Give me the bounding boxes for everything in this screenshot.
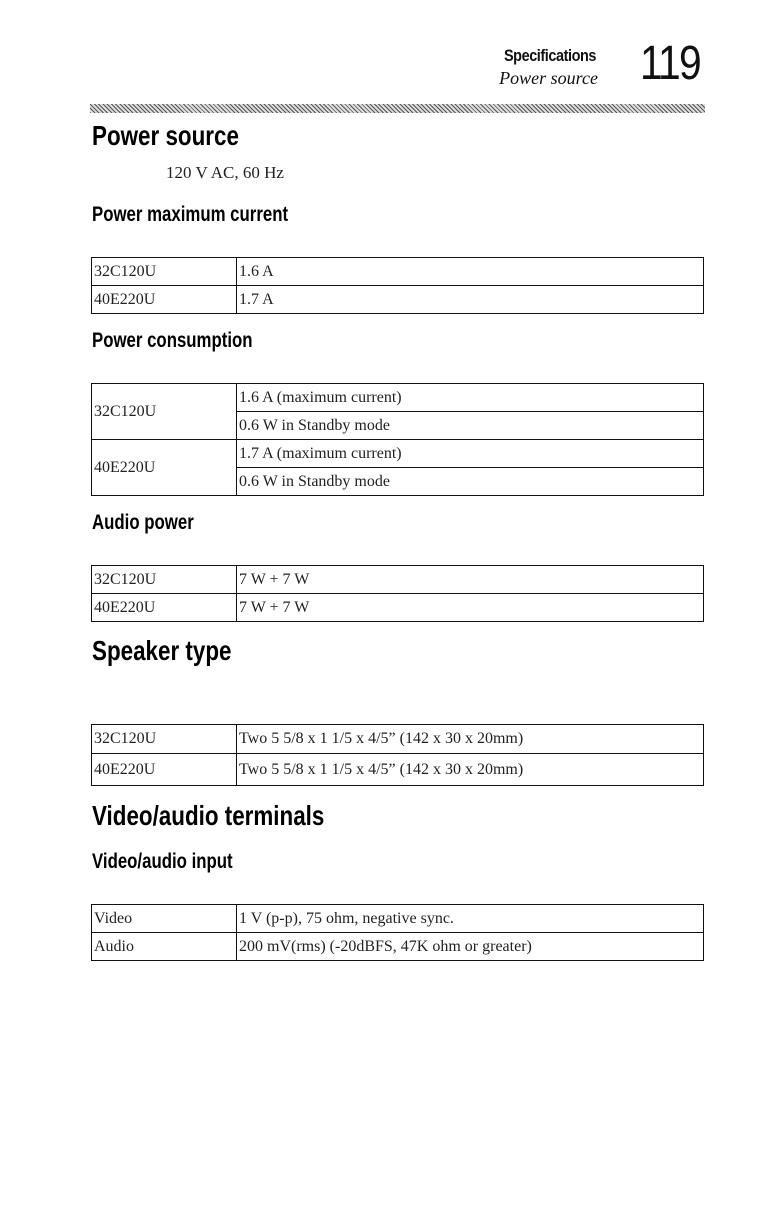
model-cell: 40E220U xyxy=(92,286,237,314)
table-row xyxy=(92,725,704,754)
value-cell: Two 5 5/8 x 1 1/5 x 4/5” (142 x 30 x 20mm) xyxy=(237,754,704,786)
table-row xyxy=(92,933,704,961)
speaker-type-table xyxy=(91,724,704,786)
video-audio-input-table xyxy=(91,904,704,961)
section-heading-power-source: Power source xyxy=(92,120,239,151)
model-cell: 40E220U xyxy=(92,594,237,622)
subsection-heading-video-audio-input: Video/audio input xyxy=(92,850,233,873)
table-row xyxy=(92,566,704,594)
model-cell: 40E220U xyxy=(92,440,237,496)
value-cell: 1.7 A xyxy=(237,286,704,314)
model-cell: 32C120U xyxy=(92,725,237,754)
value-cell: 0.6 W in Standby mode xyxy=(237,468,704,496)
model-cell: 40E220U xyxy=(92,754,237,786)
table-row xyxy=(92,258,704,286)
power-maximum-current-table xyxy=(91,257,704,314)
power-source-value: 120 V AC, 60 Hz xyxy=(166,163,284,182)
model-cell: 32C120U xyxy=(92,384,237,440)
audio-power-table xyxy=(91,565,704,622)
running-header-section: Power source xyxy=(499,68,598,88)
table-row xyxy=(92,594,704,622)
table-row xyxy=(92,440,704,468)
page-number: 119 xyxy=(640,37,700,90)
model-cell: 32C120U xyxy=(92,566,237,594)
header-rule xyxy=(90,104,705,113)
value-cell: 7 W + 7 W xyxy=(237,594,704,622)
subsection-heading-power-consumption: Power consumption xyxy=(92,329,253,352)
model-cell: 32C120U xyxy=(92,258,237,286)
value-cell: Two 5 5/8 x 1 1/5 x 4/5” (142 x 30 x 20mm) xyxy=(237,725,704,754)
section-heading-speaker-type: Speaker type xyxy=(92,635,232,666)
value-cell: 1 V (p-p), 75 ohm, negative sync. xyxy=(237,905,704,933)
value-cell: 1.7 A (maximum current) xyxy=(237,440,704,468)
subsection-heading-power-maximum-current: Power maximum current xyxy=(92,203,289,226)
subsection-heading-audio-power: Audio power xyxy=(92,511,194,534)
value-cell: 0.6 W in Standby mode xyxy=(237,412,704,440)
label-cell: Audio xyxy=(92,933,237,961)
table-row xyxy=(92,754,704,786)
value-cell: 1.6 A xyxy=(237,258,704,286)
value-cell: 7 W + 7 W xyxy=(237,566,704,594)
value-cell: 1.6 A (maximum current) xyxy=(237,384,704,412)
label-cell: Video xyxy=(92,905,237,933)
table-row xyxy=(92,286,704,314)
running-header-chapter: Specifications xyxy=(503,46,596,65)
table-row xyxy=(92,905,704,933)
value-cell: 200 mV(rms) (-20dBFS, 47K ohm or greater) xyxy=(237,933,704,961)
power-consumption-table xyxy=(91,383,704,496)
section-heading-video-audio-terminals: Video/audio terminals xyxy=(92,800,325,831)
table-row xyxy=(92,384,704,412)
